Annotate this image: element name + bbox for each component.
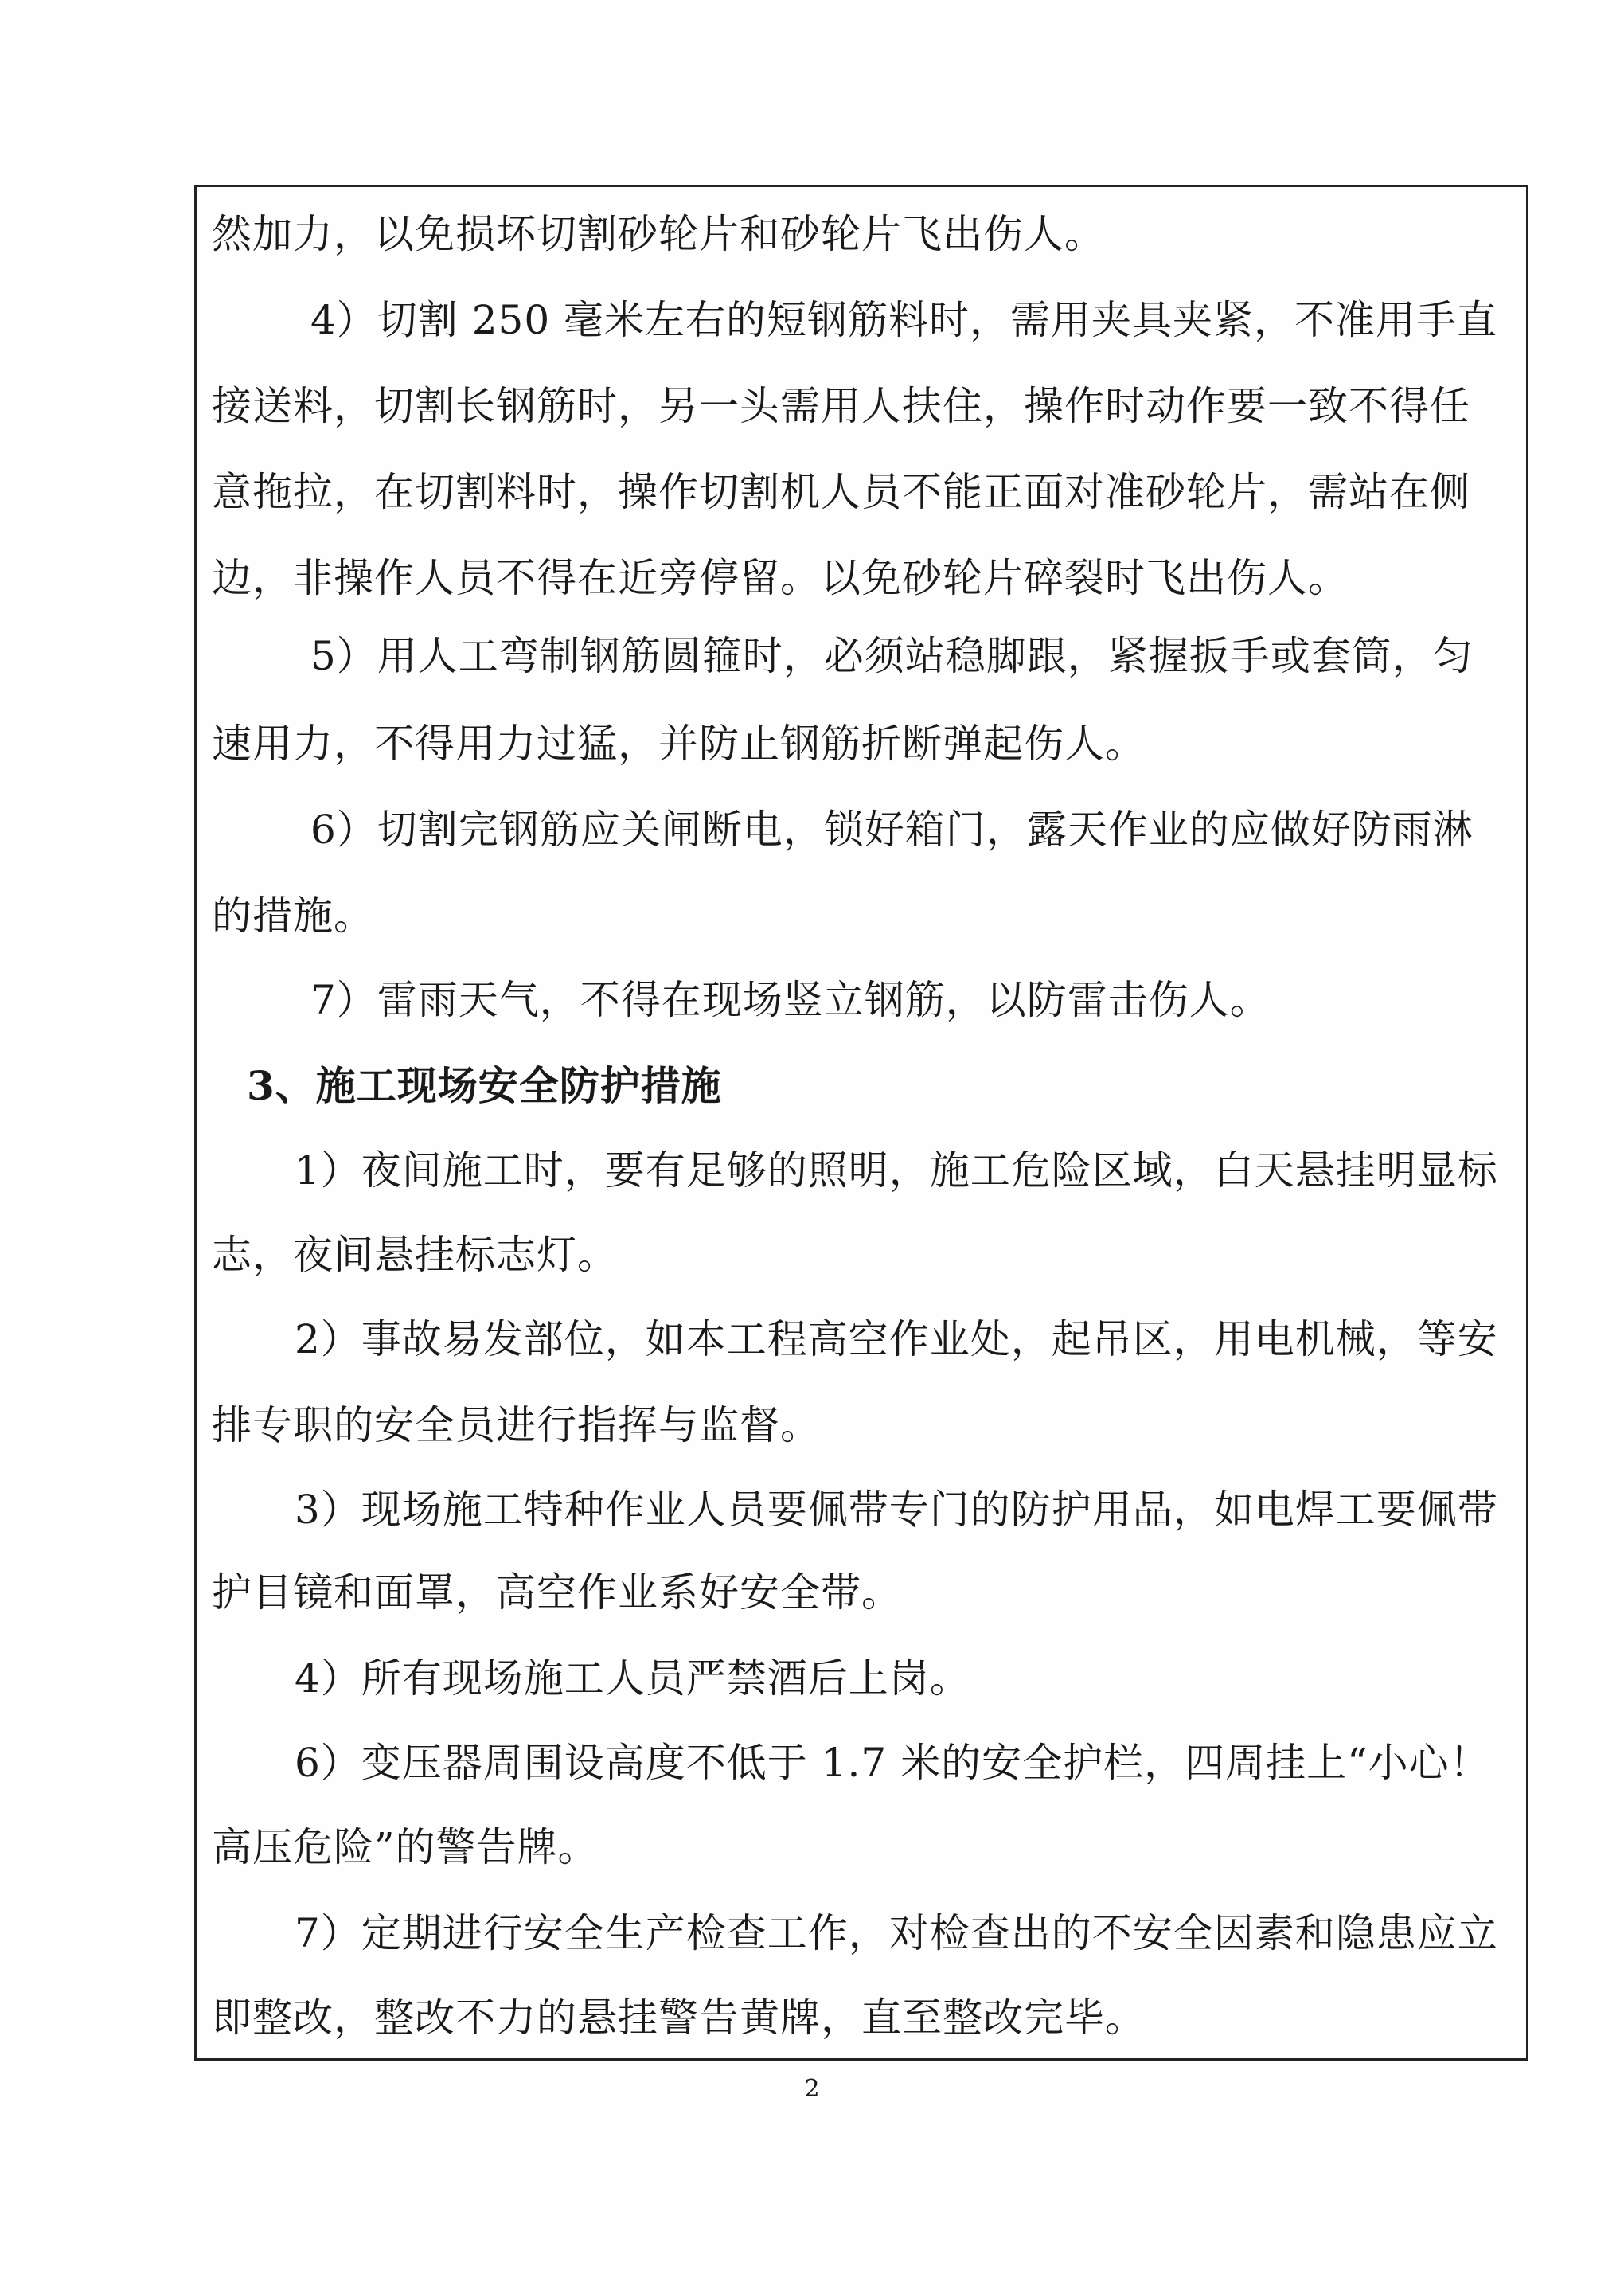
page-number: 2 [804, 2075, 820, 2103]
text-line: 高压危险”的警告牌。 [212, 1824, 599, 1870]
text-line: 排专职的安全员进行指挥与监督。 [212, 1402, 821, 1448]
section-heading: 3、施工现场安全防护措施 [247, 1062, 722, 1109]
list-item-6-line-1: 6）切割完钢筋应关闸断电，锁好箱门，露天作业的应做好防雨淋 [310, 807, 1474, 853]
text-line: 边，非操作人员不得在近旁停留。以免砂轮片碎裂时飞出伤人。 [212, 555, 1349, 601]
text-line: 的措施。 [212, 893, 374, 939]
text-line: 即整改，整改不力的悬挂警告黄牌，直至整改完毕。 [212, 1995, 1146, 2041]
text-line: 然加力，以免损坏切割砂轮片和砂轮片飞出伤人。 [212, 211, 1105, 257]
list-item-7-line-1: 7）雷雨天气，不得在现场竖立钢筋，以防雷击伤人。 [310, 977, 1271, 1023]
list-item-4-line-1: 4）切割 250 毫米左右的短钢筋料时，需用夹具夹紧，不准用手直 [310, 297, 1498, 343]
list-item-7b-line-1: 7）定期进行安全生产检查工作，对检查出的不安全因素和隐患应立 [295, 1910, 1498, 1956]
text-line: 护目镜和面罩，高空作业系好安全带。 [212, 1569, 902, 1616]
text-line: 接送料，切割长钢筋时，另一头需用人扶住，操作时动作要一致不得任 [212, 383, 1470, 429]
list-item-4b-line-1: 4）所有现场施工人员严禁酒后上岗。 [295, 1655, 970, 1702]
list-item-5-line-1: 5）用人工弯制钢筋圆箍时，必须站稳脚跟，紧握扳手或套筒，匀 [310, 633, 1474, 679]
list-item-6b-line-1: 6）变压器周围设高度不低于 1.7 米的安全护栏，四周挂上“小心！ [295, 1740, 1490, 1786]
text-line: 意拖拉，在切割料时，操作切割机人员不能正面对准砂轮片，需站在侧 [212, 469, 1470, 515]
list-item-2-line-1: 2）事故易发部位，如本工程高空作业处，起吊区，用电机械，等安 [295, 1316, 1498, 1362]
text-line: 志，夜间悬挂标志灯。 [212, 1232, 618, 1278]
list-item-3-line-1: 3）现场施工特种作业人员要佩带专门的防护用品，如电焊工要佩带 [295, 1487, 1498, 1533]
text-line: 速用力，不得用力过猛，并防止钢筋折断弹起伤人。 [212, 721, 1146, 767]
list-item-1-line-1: 1）夜间施工时，要有足够的照明，施工危险区域，白天悬挂明显标 [295, 1147, 1498, 1194]
